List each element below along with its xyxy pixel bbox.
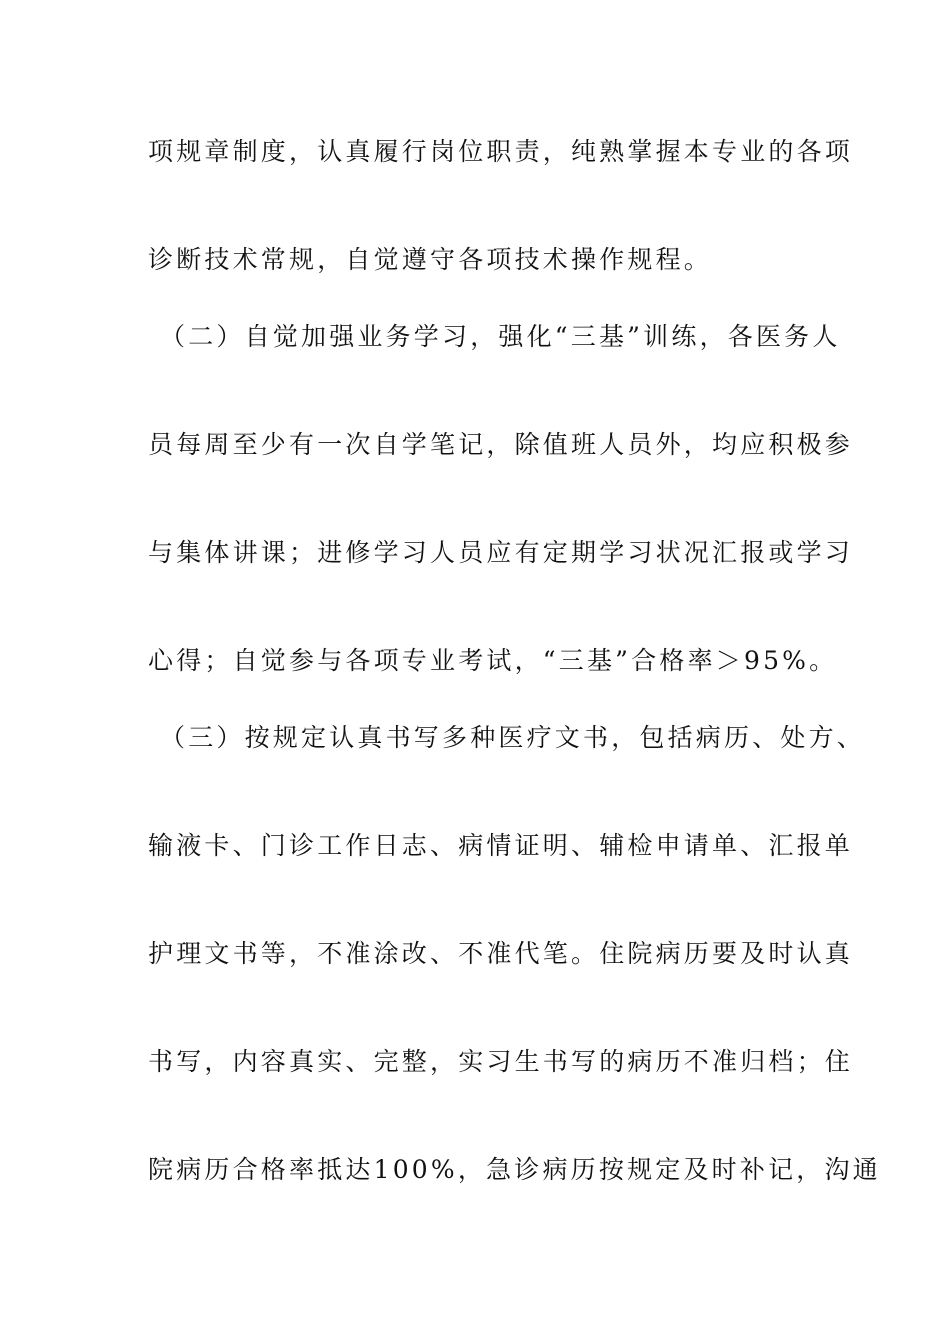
text-line: 书写，内容真实、完整，实习生书写的病历不准归档；住 — [148, 1047, 854, 1076]
text-line: 院病历合格率抵达100%，急诊病历按规定及时补记，沟通 — [148, 1155, 881, 1184]
text-line: 输液卡、门诊工作日志、病情证明、辅检申请单、汇报单 — [148, 831, 854, 860]
text-line: 与集体讲课；进修学习人员应有定期学习状况汇报或学习 — [148, 538, 854, 567]
paragraph-heading-line: （三）按规定认真书写多种医疗文书，包括病历、处方、 — [160, 723, 866, 752]
text-line: 心得；自觉参与各项专业考试，“三基”合格率＞95%。 — [148, 646, 838, 675]
paragraph-heading-line: （二）自觉加强业务学习，强化“三基”训练，各医务人 — [160, 322, 841, 351]
text-line: 护理文书等，不准涂改、不准代笔。住院病历要及时认真 — [148, 939, 854, 968]
text-line: 诊断技术常规，自觉遵守各项技术操作规程。 — [148, 245, 713, 274]
text-line: 员每周至少有一次自学笔记，除值班人员外，均应积极参 — [148, 430, 854, 459]
text-line: 项规章制度，认真履行岗位职责，纯熟掌握本专业的各项 — [148, 137, 854, 166]
